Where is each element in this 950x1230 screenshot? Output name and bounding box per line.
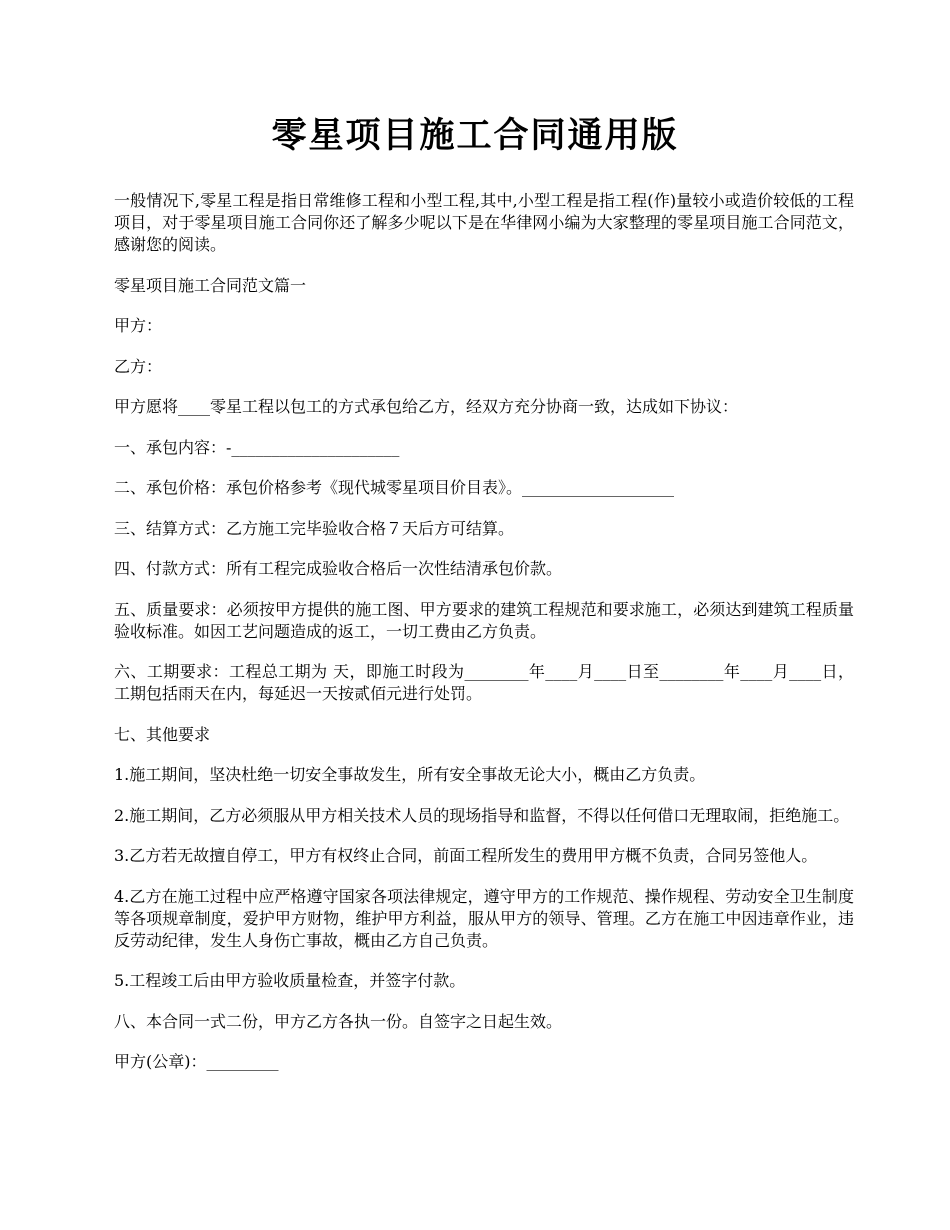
clause-schedule: 六、工期要求：工程总工期为 天，即施工时段为________年____月____日至________年____月____日，工期包括雨天在内，每延迟一天按贰佰元进行处罚。 — [114, 662, 854, 703]
document-body — [114, 190, 854, 1073]
clause-contract-content: 一、承包内容：-_____________________ — [114, 437, 400, 457]
party-a-line: 甲方： — [114, 316, 163, 335]
clause-payment: 四、付款方式：所有工程完成验收合格后一次性结清承包价款。 — [114, 559, 563, 578]
agreement-preamble: 甲方愿将____零星工程以包工的方式承包给乙方，经双方充分协商一致，达成如下协议： — [114, 397, 739, 416]
section-heading: 零星项目施工合同范文篇一 — [114, 275, 307, 295]
clause-other-heading: 七、其他要求 — [114, 724, 211, 744]
sub-clause-4: 4.乙方在施工过程中应严格遵守国家各项法律规定，遵守甲方的工作规范、操作规程、劳动安全卫生制度等各项规章制度，爱护甲方财物，维护甲方利益，服从甲方的领导、管理。乙方在施工中因违章作业，违反劳动纪律，发生人身伤亡事故，概由乙方自己负责。 — [114, 886, 854, 950]
party-b-line: 乙方： — [114, 356, 163, 376]
clause-contract-price: 二、承包价格：承包价格参考《现代城零星项目价目表》。___________________ — [114, 478, 675, 497]
sub-clause-1: 1.施工期间，坚决杜绝一切安全事故发生，所有安全事故无论大小，概由乙方负责。 — [114, 765, 706, 784]
document-title: 零星项目施工合同通用版 — [271, 115, 679, 156]
clause-copies: 八、本合同一式二份，甲方乙方各执一份。自签字之日起生效。 — [114, 1011, 563, 1031]
sub-clause-5: 5.工程竣工后由甲方验收质量检查，并签字付款。 — [114, 971, 466, 990]
clause-quality: 五、质量要求：必须按甲方提供的施工图、甲方要求的建筑工程规范和要求施工，必须达到建筑工程质量验收标准。如因工艺问题造成的返工，一切工费由乙方负责。 — [114, 599, 854, 641]
sub-clause-3: 3.乙方若无故擅自停工，甲方有权终止合同，前面工程所发生的费用甲方概不负责，合同另签他人。 — [114, 846, 818, 865]
signature-party-a: 甲方(公章)：_________ — [114, 1052, 279, 1071]
clause-settlement: 三、结算方式：乙方施工完毕验收合格７天后方可结算。 — [114, 518, 515, 538]
document-page — [114, 112, 854, 1092]
sub-clause-2: 2.施工期间，乙方必须服从甲方相关技术人员的现场指导和监督，不得以任何借口无理取闹，拒绝施工。 — [114, 805, 850, 825]
intro-paragraph: 一般情况下,零星工程是指日常维修工程和小型工程,其中,小型工程是指工程(作)量较小或造价较低的工程项目，对于零星项目施工合同你还了解多少呢以下是在华律网小编为大家整理的零星项目施工合同范文，感谢您的阅读。 — [114, 191, 854, 254]
